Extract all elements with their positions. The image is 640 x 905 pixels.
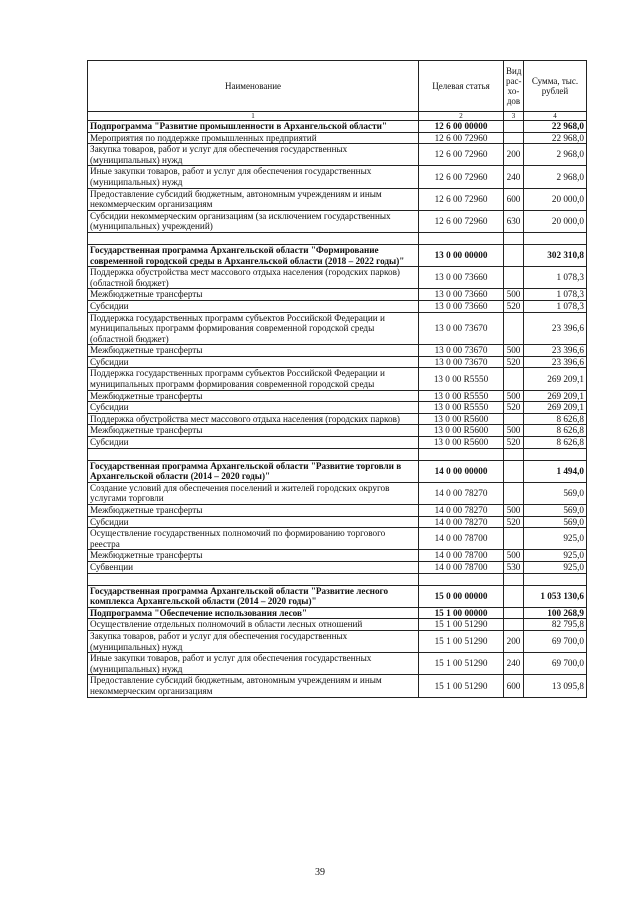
table-header-row bbox=[88, 61, 587, 112]
row-name: Предоставление субсидий бюджетным, автономным учреждениям и иным некоммерческим организациям bbox=[88, 675, 419, 697]
row-code: 13 0 00 R5600 bbox=[419, 413, 504, 425]
row-expense-type: 500 bbox=[504, 425, 524, 437]
row-name: Межбюджетные трансферты bbox=[88, 550, 419, 562]
row-code: 14 0 00 78700 bbox=[419, 550, 504, 562]
row-expense-type bbox=[504, 607, 524, 619]
program-row bbox=[88, 460, 587, 482]
row-sum: 569,0 bbox=[524, 516, 587, 528]
header-name: Наименование bbox=[88, 61, 419, 112]
spacer-row bbox=[88, 448, 587, 460]
spacer-cell bbox=[504, 232, 524, 244]
row-name: Осуществление отдельных полномочий в области лесных отношений bbox=[88, 619, 419, 631]
row-expense-type: 520 bbox=[504, 300, 524, 312]
row-expense-type: 630 bbox=[504, 210, 524, 232]
row-code: 13 0 00 73660 bbox=[419, 289, 504, 301]
row-code: 14 0 00 78700 bbox=[419, 528, 504, 550]
row-name: Межбюджетные трансферты bbox=[88, 289, 419, 301]
row-code: 12 6 00 72960 bbox=[419, 166, 504, 188]
row-expense-type: 240 bbox=[504, 166, 524, 188]
table-row bbox=[88, 550, 587, 562]
row-sum: 569,0 bbox=[524, 482, 587, 504]
table-row bbox=[88, 356, 587, 368]
row-name: Поддержка государственных программ субъектов Российской Федерации и муниципальных программ формирования современной городской среды bbox=[88, 368, 419, 390]
row-name: Государственная программа Архангельской области "Развитие торговли в Архангельской области (2014 – 2020 годы)" bbox=[88, 460, 419, 482]
program-row bbox=[88, 607, 587, 619]
row-sum: 20 000,0 bbox=[524, 210, 587, 232]
row-name: Субсидии bbox=[88, 356, 419, 368]
row-expense-type bbox=[504, 413, 524, 425]
row-code: 13 0 00 00000 bbox=[419, 244, 504, 266]
row-name: Создание условий для обеспечения поселений и жителей городских округов услугами торговли bbox=[88, 482, 419, 504]
row-expense-type: 500 bbox=[504, 505, 524, 517]
row-name: Осуществление государственных полномочий по формированию торгового реестра bbox=[88, 528, 419, 550]
table-body bbox=[88, 121, 587, 698]
row-expense-type: 520 bbox=[504, 516, 524, 528]
table-row bbox=[88, 619, 587, 631]
row-expense-type bbox=[504, 312, 524, 345]
table-row bbox=[88, 528, 587, 550]
row-code: 12 6 00 72960 bbox=[419, 210, 504, 232]
spacer-cell bbox=[419, 448, 504, 460]
row-expense-type: 500 bbox=[504, 345, 524, 357]
table-row bbox=[88, 516, 587, 528]
row-code: 15 1 00 51290 bbox=[419, 653, 504, 675]
spacer-cell bbox=[524, 573, 587, 585]
row-name: Закупка товаров, работ и услуг для обеспечения государственных (муниципальных) нужд bbox=[88, 630, 419, 652]
row-sum: 23 396,6 bbox=[524, 345, 587, 357]
row-code: 14 0 00 78270 bbox=[419, 516, 504, 528]
table-row bbox=[88, 402, 587, 414]
column-index: 2 bbox=[419, 112, 504, 121]
table-row bbox=[88, 437, 587, 449]
row-sum: 925,0 bbox=[524, 528, 587, 550]
program-row bbox=[88, 121, 587, 133]
row-name: Межбюджетные трансферты bbox=[88, 425, 419, 437]
spacer-row bbox=[88, 232, 587, 244]
row-expense-type bbox=[504, 368, 524, 390]
spacer-cell bbox=[504, 448, 524, 460]
budget-table bbox=[87, 60, 587, 698]
row-sum: 1 078,3 bbox=[524, 300, 587, 312]
row-code: 12 6 00 72960 bbox=[419, 188, 504, 210]
spacer-cell bbox=[419, 573, 504, 585]
table-row bbox=[88, 630, 587, 652]
row-code: 14 0 00 78270 bbox=[419, 505, 504, 517]
row-sum: 925,0 bbox=[524, 550, 587, 562]
row-sum: 69 700,0 bbox=[524, 630, 587, 652]
row-code: 13 0 00 R5550 bbox=[419, 368, 504, 390]
spacer-cell bbox=[504, 573, 524, 585]
table-row bbox=[88, 413, 587, 425]
row-sum: 13 095,8 bbox=[524, 675, 587, 697]
row-name: Закупка товаров, работ и услуг для обеспечения государственных (муниципальных) нужд bbox=[88, 144, 419, 166]
column-index-row bbox=[88, 112, 587, 121]
row-code: 13 0 00 73660 bbox=[419, 300, 504, 312]
table-row bbox=[88, 289, 587, 301]
spacer-cell bbox=[524, 448, 587, 460]
row-expense-type: 500 bbox=[504, 289, 524, 301]
table-row bbox=[88, 166, 587, 188]
table-row bbox=[88, 345, 587, 357]
row-name: Субсидии bbox=[88, 437, 419, 449]
row-expense-type bbox=[504, 132, 524, 144]
table-row bbox=[88, 188, 587, 210]
spacer-cell bbox=[88, 232, 419, 244]
row-expense-type bbox=[504, 585, 524, 607]
row-name: Государственная программа Архангельской области "Развитие лесного комплекса Архангельской области (2014 – 2020 годы)" bbox=[88, 585, 419, 607]
row-sum: 925,0 bbox=[524, 561, 587, 573]
spacer-cell bbox=[524, 232, 587, 244]
row-expense-type: 520 bbox=[504, 437, 524, 449]
row-code: 13 0 00 73660 bbox=[419, 267, 504, 289]
table-row bbox=[88, 210, 587, 232]
row-sum: 82 795,8 bbox=[524, 619, 587, 631]
row-sum: 8 626,8 bbox=[524, 425, 587, 437]
header-sum: Сумма, тыс. рублей bbox=[524, 61, 587, 112]
row-expense-type: 600 bbox=[504, 188, 524, 210]
row-code: 15 1 00 51290 bbox=[419, 675, 504, 697]
table-row bbox=[88, 505, 587, 517]
row-expense-type: 240 bbox=[504, 653, 524, 675]
row-code: 12 6 00 72960 bbox=[419, 144, 504, 166]
row-sum: 23 396,6 bbox=[524, 356, 587, 368]
row-name: Государственная программа Архангельской области "Формирование современной городской среды в Архангельской области (2018 – 2022 годы)" bbox=[88, 244, 419, 266]
row-code: 13 0 00 73670 bbox=[419, 312, 504, 345]
row-code: 13 0 00 73670 bbox=[419, 356, 504, 368]
row-sum: 2 968,0 bbox=[524, 166, 587, 188]
row-expense-type: 520 bbox=[504, 402, 524, 414]
table-row bbox=[88, 425, 587, 437]
row-expense-type: 500 bbox=[504, 550, 524, 562]
row-name: Иные закупки товаров, работ и услуг для обеспечения государственных (муниципальных) нужд bbox=[88, 653, 419, 675]
row-expense-type: 600 bbox=[504, 675, 524, 697]
row-name: Субсидии bbox=[88, 516, 419, 528]
row-code: 13 0 00 R5600 bbox=[419, 425, 504, 437]
program-row bbox=[88, 244, 587, 266]
row-sum: 1 078,3 bbox=[524, 289, 587, 301]
row-sum: 569,0 bbox=[524, 505, 587, 517]
row-sum: 8 626,8 bbox=[524, 437, 587, 449]
row-name: Субсидии bbox=[88, 402, 419, 414]
table-row bbox=[88, 482, 587, 504]
row-sum: 1 078,3 bbox=[524, 267, 587, 289]
table-row bbox=[88, 675, 587, 697]
row-sum: 20 000,0 bbox=[524, 188, 587, 210]
row-sum: 69 700,0 bbox=[524, 653, 587, 675]
row-sum: 22 968,0 bbox=[524, 132, 587, 144]
table-row bbox=[88, 300, 587, 312]
row-expense-type: 520 bbox=[504, 356, 524, 368]
row-code: 14 0 00 78270 bbox=[419, 482, 504, 504]
table-row bbox=[88, 561, 587, 573]
row-code: 12 6 00 00000 bbox=[419, 121, 504, 133]
spacer-row bbox=[88, 573, 587, 585]
spacer-cell bbox=[419, 232, 504, 244]
row-sum: 269 209,1 bbox=[524, 390, 587, 402]
row-sum: 2 968,0 bbox=[524, 144, 587, 166]
row-name: Мероприятия по поддержке промышленных предприятий bbox=[88, 132, 419, 144]
row-sum: 23 396,6 bbox=[524, 312, 587, 345]
row-name: Предоставление субсидий бюджетным, автономным учреждениям и иным некоммерческим организациям bbox=[88, 188, 419, 210]
row-code: 12 6 00 72960 bbox=[419, 132, 504, 144]
program-row bbox=[88, 585, 587, 607]
header-type: Вид рас-хо-дов bbox=[504, 61, 524, 112]
row-expense-type: 500 bbox=[504, 390, 524, 402]
row-sum: 269 209,1 bbox=[524, 368, 587, 390]
row-code: 13 0 00 R5550 bbox=[419, 390, 504, 402]
row-sum: 302 310,8 bbox=[524, 244, 587, 266]
table-row bbox=[88, 312, 587, 345]
row-sum: 269 209,1 bbox=[524, 402, 587, 414]
row-expense-type bbox=[504, 244, 524, 266]
row-expense-type bbox=[504, 460, 524, 482]
table-row bbox=[88, 368, 587, 390]
row-expense-type bbox=[504, 267, 524, 289]
row-sum: 8 626,8 bbox=[524, 413, 587, 425]
row-name: Подпрограмма "Развитие промышленности в Архангельской области" bbox=[88, 121, 419, 133]
spacer-cell bbox=[88, 448, 419, 460]
row-sum: 1 053 130,6 bbox=[524, 585, 587, 607]
row-code: 13 0 00 R5600 bbox=[419, 437, 504, 449]
row-code: 14 0 00 00000 bbox=[419, 460, 504, 482]
row-name: Поддержка государственных программ субъектов Российской Федерации и муниципальных программ формирования современной городской среды (областной бюджет) bbox=[88, 312, 419, 345]
row-expense-type: 200 bbox=[504, 630, 524, 652]
row-expense-type bbox=[504, 619, 524, 631]
table-row bbox=[88, 390, 587, 402]
row-code: 13 0 00 73670 bbox=[419, 345, 504, 357]
row-name: Поддержка обустройства мест массового отдыха населения (городских парков) (областной бюджет) bbox=[88, 267, 419, 289]
row-code: 15 1 00 00000 bbox=[419, 607, 504, 619]
row-name: Межбюджетные трансферты bbox=[88, 345, 419, 357]
row-name: Межбюджетные трансферты bbox=[88, 505, 419, 517]
row-name: Межбюджетные трансферты bbox=[88, 390, 419, 402]
header-code: Целевая статья bbox=[419, 61, 504, 112]
row-name: Поддержка обустройства мест массового отдыха населения (городских парков) bbox=[88, 413, 419, 425]
row-name: Подпрограмма "Обеспечение использования лесов" bbox=[88, 607, 419, 619]
row-code: 14 0 00 78700 bbox=[419, 561, 504, 573]
row-code: 15 1 00 51290 bbox=[419, 619, 504, 631]
row-expense-type bbox=[504, 482, 524, 504]
row-sum: 100 268,9 bbox=[524, 607, 587, 619]
row-code: 15 1 00 51290 bbox=[419, 630, 504, 652]
table-row bbox=[88, 132, 587, 144]
spacer-cell bbox=[88, 573, 419, 585]
row-sum: 22 968,0 bbox=[524, 121, 587, 133]
row-code: 13 0 00 R5550 bbox=[419, 402, 504, 414]
row-code: 15 0 00 00000 bbox=[419, 585, 504, 607]
row-name: Субсидии bbox=[88, 300, 419, 312]
row-expense-type bbox=[504, 528, 524, 550]
row-expense-type bbox=[504, 121, 524, 133]
row-name: Субвенции bbox=[88, 561, 419, 573]
row-name: Субсидии некоммерческим организациям (за исключением государственных (муниципальных) учреждений) bbox=[88, 210, 419, 232]
row-name: Иные закупки товаров, работ и услуг для обеспечения государственных (муниципальных) нужд bbox=[88, 166, 419, 188]
table-row bbox=[88, 144, 587, 166]
column-index: 3 bbox=[504, 112, 524, 121]
table-row bbox=[88, 267, 587, 289]
page-number: 39 bbox=[315, 867, 325, 878]
row-expense-type: 200 bbox=[504, 144, 524, 166]
table-row bbox=[88, 653, 587, 675]
row-sum: 1 494,0 bbox=[524, 460, 587, 482]
column-index: 1 bbox=[88, 112, 419, 121]
row-expense-type: 530 bbox=[504, 561, 524, 573]
column-index: 4 bbox=[524, 112, 587, 121]
